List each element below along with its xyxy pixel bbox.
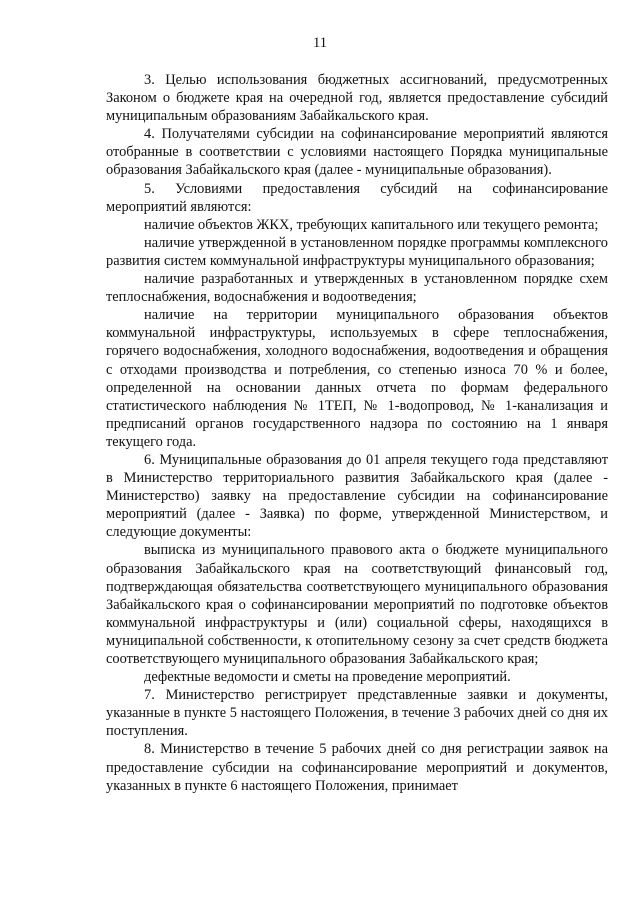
page-number: 11 xyxy=(313,35,327,51)
paragraph-4-recipients: 4. Получателями субсидии на софинансирование мероприятий являются отобранные в соответствии с условиями настоящего Порядка муниципальные образования Забайкальского края (далее - муниципальные образования). xyxy=(106,126,608,179)
condition-housing-objects: наличие объектов ЖКХ, требующих капитального или текущего ремонта; xyxy=(144,216,599,233)
document-defect-statements: дефектные ведомости и сметы на проведение мероприятий. xyxy=(144,669,511,686)
document-body xyxy=(106,71,608,795)
condition-development-program: наличие утвержденной в установленном порядке программы комплексного развития систем коммунальной инфраструктуры муниципального образования; xyxy=(106,234,608,269)
paragraph-7-registration: 7. Министерство регистрирует представленные заявки и документы, указанные в пункте 5 настоящего Положения, в течение 3 рабочих дней со дня их поступления. xyxy=(106,687,608,740)
paragraph-3-purpose: 3. Целью использования бюджетных ассигнований, предусмотренных Законом о бюджете края на очередной год, является предоставление субсидий муниципальным образованиям Забайкальского края. xyxy=(106,72,608,125)
condition-supply-schemes: наличие разработанных и утвержденных в установленном порядке схем теплоснабжения, водоснабжения и водоотведения; xyxy=(106,271,608,306)
paragraph-8-review: 8. Министерство в течение 5 рабочих дней со дня регистрации заявок на предоставление субсидии на софинансирование мероприятий и документов, указанных в пункте 6 настоящего Положения, принимает xyxy=(106,741,608,794)
document-budget-extract: выписка из муниципального правового акта о бюджете муниципального образования Забайкальского края на соответствующий финансовый год, подтверждающая обязательства соответствующего муниципального образования Забайкальского края о софинансировании мероприятий по подготовке объектов коммунальной инфраструктуры и (или) социальной сферы, находящихся в муниципальной собственности, к отопительному сезону за счет средств бюджета соответствующего муниципального образования Забайкальского края; xyxy=(106,542,608,667)
paragraph-6-application: 6. Муниципальные образования до 01 апреля текущего года представляют в Министерство территориального развития Забайкальского края (далее - Министерство) заявку на предоставление субсидии на софинансирование мероприятий (далее - Заявка) по форме, утвержденной Министерством, и следующие документы: xyxy=(106,451,608,541)
condition-wear-level: наличие на территории муниципального образования объектов коммунальной инфраструктуры, используемых в сфере теплоснабжения, горячего водоснабжения, холодного водоснабжения, водоотведения и обращения с отходами производства и потребления, со степенью износа 70 % и более, определенной на основании данных отчета по формам федерального статистического наблюдения № 1ТЕП, № 1-водопровод, № 1-канализация и предписаний органов государственного надзора по состоянию на 1 января текущего года. xyxy=(106,307,608,450)
paragraph-5-conditions: 5. Условиями предоставления субсидий на софинансирование мероприятий являются: xyxy=(106,180,608,215)
